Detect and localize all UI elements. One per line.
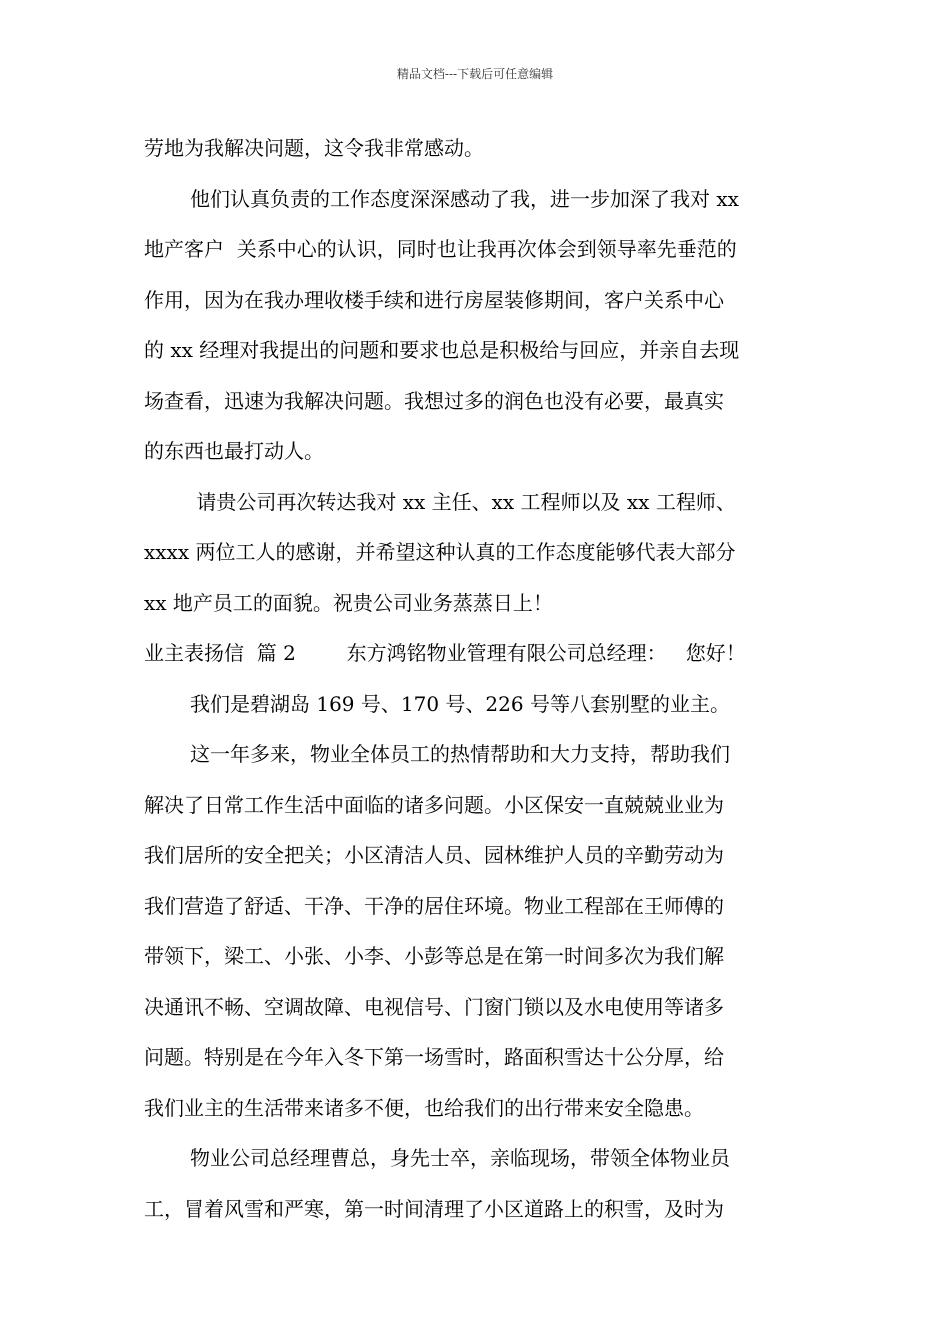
text-line: 决通讯不畅、空调故障、电视信号、门窗门锁以及水电使用等诸多 [144,994,724,1019]
page-header: 精品文档---下载后可任意编辑 [396,67,554,81]
text-line: 我们业主的生活带来诸多不便，也给我们的出行带来安全隐患。 [144,1095,704,1120]
text-line: 我们是碧湖岛 169 号、170 号、226 号等八套别墅的业主。 [190,691,730,716]
text-line: 作用，因为在我办理收楼手续和进行房屋装修期间，客户关系中心 [144,287,724,312]
text-line: 的东西也最打动人。 [144,439,324,463]
text-line: 他们认真负责的工作态度深深感动了我，进一步加深了我对 xx [190,186,739,211]
text-line: 工，冒着风雪和严寒，第一时间清理了小区道路上的积雪，及时为 [144,1196,724,1221]
document-body [144,128,809,1239]
section-heading-line: 业主表扬信 篇 2 东方鸿铭物业管理有限公司总经理： 您好！ [144,641,746,665]
text-line: 我们营造了舒适、干净、干净的居住环境。物业工程部在王师傅的 [144,893,724,918]
text-line: 的 xx 经理对我提出的问题和要求也总是积极给与回应，并亲自去现 [144,338,740,362]
text-line: 地产客户 关系中心的认识，同时也让我再次体会到领导率先垂范的 [144,237,737,261]
text-line: 场查看，迅速为我解决问题。我想过多的润色也没有必要，最真实 [144,388,724,413]
text-line: 解决了日常工作生活中面临的诸多问题。小区保安一直兢兢业业为 [144,792,724,817]
text-line: xxxx 两位工人的感谢，并希望这种认真的工作态度能够代表大部分 [144,540,736,564]
text-line: 劳地为我解决问题，这令我非常感动。 [144,136,484,160]
text-line: 这一年多来，物业全体员工的热情帮助和大力支持，帮助我们 [190,742,730,766]
text-line: xx 地产员工的面貌。祝贵公司业务蒸蒸日上！ [144,590,553,615]
text-line: 问题。特别是在今年入冬下第一场雪时，路面积雪达十公分厚，给 [144,1045,724,1069]
text-line: 带领下，梁工、小张、小李、小彭等总是在第一时间多次为我们解 [144,944,724,968]
text-line: 物业公司总经理曹总，身先士卒，亲临现场，带领全体物业员 [190,1146,730,1170]
text-line: 请贵公司再次转达我对 xx 主任、xx 工程师以及 xx 工程师、 [190,489,736,514]
text-line: 我们居所的安全把关；小区清洁人员、园林维护人员的辛勤劳动为 [144,843,724,867]
